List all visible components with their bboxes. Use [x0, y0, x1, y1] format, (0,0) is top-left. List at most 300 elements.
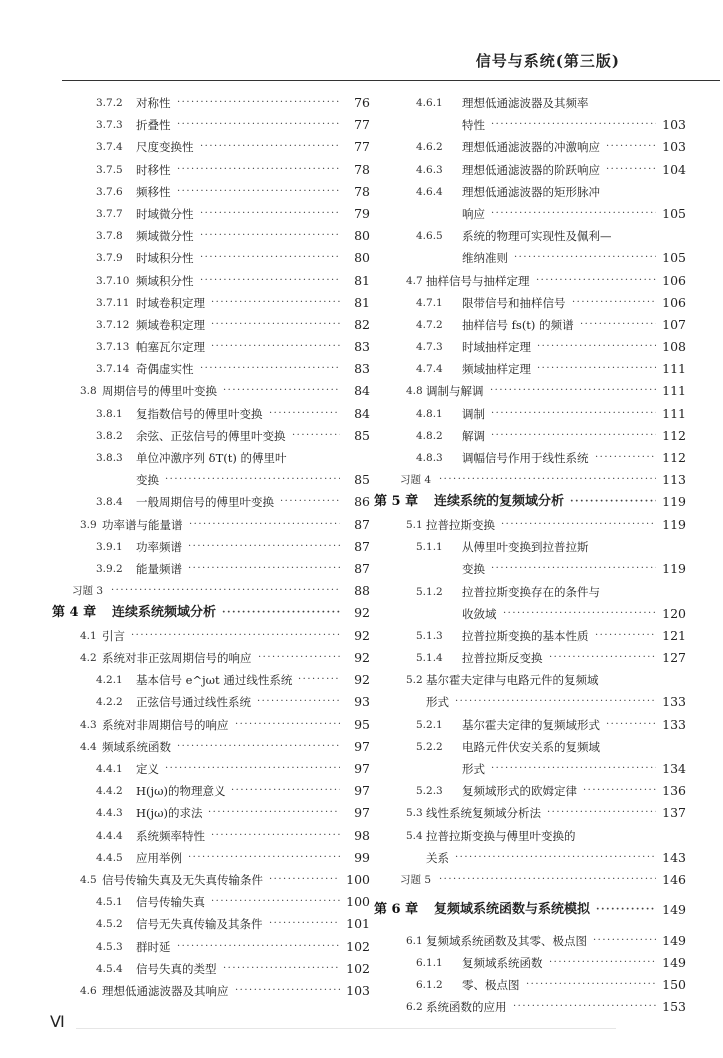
toc-entry[interactable]: [52, 136, 370, 158]
toc-entry-page: 80: [354, 250, 370, 266]
toc-entry-title: 解调: [462, 428, 485, 443]
toc-entry[interactable]: [52, 447, 370, 469]
leader-dots: [200, 270, 340, 292]
toc-entry-title: 收敛域: [462, 606, 497, 621]
toc-entry[interactable]: [374, 714, 686, 736]
toc-entry-number: 3.7.3: [96, 119, 123, 132]
toc-entry-title: 引言: [102, 628, 125, 643]
toc-entry-number: 5.2.2: [416, 740, 443, 753]
leader-dots: [188, 847, 340, 869]
toc-entry[interactable]: [52, 869, 370, 891]
leader-dots: [606, 714, 656, 736]
toc-entry-page: 149: [662, 902, 686, 918]
toc-entry[interactable]: [374, 114, 686, 136]
toc-entry-title: 调制与解调: [426, 384, 484, 399]
toc-entry-title: 定义: [136, 762, 159, 777]
toc-entry-page: 95: [354, 716, 370, 732]
toc-entry-title: 正弦信号通过线性系统: [136, 695, 251, 710]
toc-entry[interactable]: [52, 669, 370, 691]
toc-entry-title: 系统对非周期信号的响应: [102, 717, 229, 732]
toc-entry-page: 103: [346, 982, 370, 998]
leader-dots: [177, 92, 340, 114]
toc-entry-page: 119: [662, 516, 686, 532]
leader-dots: [177, 736, 340, 758]
toc-entry[interactable]: [374, 92, 686, 114]
toc-entry[interactable]: [52, 225, 370, 247]
toc-entry[interactable]: [374, 930, 686, 952]
toc-entry-title: 变换: [136, 473, 159, 488]
leader-dots: [223, 380, 340, 402]
leader-dots: [547, 802, 656, 824]
toc-entry[interactable]: [374, 380, 686, 402]
toc-entry[interactable]: [374, 159, 686, 181]
toc-entry-page: 153: [662, 999, 686, 1015]
toc-entry-title: 理想低通滤波器的阶跃响应: [462, 162, 600, 177]
toc-entry-page: 106: [662, 272, 686, 288]
toc-entry[interactable]: [52, 358, 370, 380]
toc-entry-page: 84: [354, 405, 370, 421]
toc-entry-title: 应用举例: [136, 850, 182, 865]
leader-dots: [280, 491, 340, 513]
leader-dots: [583, 780, 656, 802]
leader-dots: [211, 292, 340, 314]
leader-dots: [595, 625, 656, 647]
toc-entry[interactable]: [374, 203, 686, 225]
toc-entry-page: 85: [354, 472, 370, 488]
toc-entry[interactable]: [374, 847, 686, 869]
toc-entry-page: 83: [354, 339, 370, 355]
toc-entry-page: 111: [662, 361, 686, 377]
leader-dots: [269, 403, 340, 425]
toc-entry-page: 112: [662, 427, 686, 443]
toc-entry-number: 4.8.1: [416, 407, 443, 420]
toc-entry-number: 4.7: [406, 274, 423, 287]
toc-entry-page: 136: [662, 783, 686, 799]
leader-dots: [200, 247, 340, 269]
toc-entry-page: 143: [662, 849, 686, 865]
leader-dots: [455, 691, 656, 713]
leader-dots: [490, 380, 656, 402]
toc-entry-number: 4.6.4: [416, 185, 443, 198]
toc-entry[interactable]: [374, 447, 686, 469]
toc-entry-number: 4.5.1: [96, 896, 123, 909]
toc-entry[interactable]: [52, 314, 370, 336]
toc-entry-title: 一般周期信号的傅里叶变换: [136, 495, 274, 510]
toc-entry-title: 形式: [462, 762, 485, 777]
toc-entry-page: 146: [662, 871, 686, 887]
toc-entry-number: 习题 3: [72, 585, 104, 598]
toc-entry-number: 4.8.2: [416, 429, 443, 442]
toc-entry-title: 单位冲激序列 δT(t) 的傅里叶: [136, 451, 287, 465]
toc-entry-number: 4.5: [80, 873, 97, 886]
leader-dots: [200, 358, 340, 380]
toc-entry[interactable]: [374, 425, 686, 447]
toc-entry-page: 77: [354, 139, 370, 155]
leader-dots: [298, 669, 340, 691]
toc-entry-page: 107: [662, 316, 686, 332]
toc-entry-number: 4.3: [80, 718, 97, 731]
toc-entry-title: 关系: [426, 850, 449, 865]
toc-entry-number: 5.1.4: [416, 652, 443, 665]
toc-entry-number: 3.7.13: [96, 341, 130, 354]
toc-entry-number: 6.1: [406, 934, 423, 947]
toc-entry-title: 时域卷积定理: [136, 295, 205, 310]
toc-entry[interactable]: [374, 669, 686, 691]
toc-entry-title: 调制: [462, 406, 485, 421]
toc-entry[interactable]: [52, 891, 370, 913]
toc-entry[interactable]: [52, 203, 370, 225]
toc-entry[interactable]: [52, 469, 370, 491]
toc-entry-title: 信号传输失真: [136, 895, 205, 910]
toc-entry-number: 4.4.1: [96, 763, 123, 776]
toc-entry-page: 133: [662, 716, 686, 732]
toc-entry[interactable]: [374, 536, 686, 558]
toc-entry-title: 周期信号的傅里叶变换: [102, 384, 217, 399]
toc-entry-title: 特性: [462, 118, 485, 133]
toc-entry[interactable]: [374, 625, 686, 647]
toc-chapter-entry[interactable]: [374, 899, 686, 922]
toc-entry[interactable]: [52, 380, 370, 402]
toc-entry-number: 4.4: [80, 740, 97, 753]
leader-dots: [222, 602, 340, 624]
toc-entry[interactable]: [52, 958, 370, 980]
toc-entry[interactable]: [52, 491, 370, 513]
toc-entry-number: 5.1.1: [416, 541, 443, 554]
toc-entry[interactable]: [52, 936, 370, 958]
toc-entry-number: 习题 5: [400, 873, 432, 886]
toc-entry-number: 4.7.1: [416, 296, 443, 309]
toc-entry-number: 4.4.3: [96, 807, 123, 820]
toc-entry-page: 82: [354, 316, 370, 332]
toc-entry[interactable]: [52, 736, 370, 758]
leader-dots: [131, 625, 340, 647]
toc-entry-page: 121: [662, 627, 686, 643]
leader-dots: [595, 447, 656, 469]
toc-entry-number: 4.2: [80, 652, 97, 665]
toc-entry[interactable]: [52, 558, 370, 580]
toc-entry[interactable]: [52, 847, 370, 869]
toc-entry-title: 理想低通滤波器的冲激响应: [462, 140, 600, 155]
leader-dots: [223, 958, 340, 980]
toc-entry-title: 频域积分性: [136, 273, 194, 288]
toc-entry-number: 3.9: [80, 518, 97, 531]
leader-dots: [572, 292, 656, 314]
toc-entry[interactable]: [374, 469, 686, 491]
toc-entry-number: 3.7.5: [96, 163, 123, 176]
toc-entry-title: 线性系统复频域分析法: [426, 806, 541, 821]
toc-entry[interactable]: [52, 536, 370, 558]
toc-entry[interactable]: [52, 514, 370, 536]
toc-entry-title: 理想低通滤波器及其响应: [102, 983, 229, 998]
toc-entry-number: 4.4.4: [96, 829, 123, 842]
leader-dots: [188, 536, 340, 558]
leader-dots: [606, 136, 656, 158]
toc-entry[interactable]: [52, 292, 370, 314]
toc-entry-title: 频域系统函数: [102, 739, 171, 754]
toc-entry-title: 对称性: [136, 96, 171, 110]
toc-entry[interactable]: [52, 647, 370, 669]
toc-entry[interactable]: [374, 758, 686, 780]
toc-entry-title: 折叠性: [136, 118, 171, 133]
toc-entry-page: 92: [354, 605, 370, 621]
toc-entry-page: 78: [354, 161, 370, 177]
leader-dots: [491, 425, 656, 447]
toc-entry-number: 5.1: [406, 518, 423, 531]
toc-entry[interactable]: [374, 736, 686, 758]
toc-entry[interactable]: [374, 358, 686, 380]
leader-dots: [292, 425, 340, 447]
toc-entry[interactable]: [374, 247, 686, 269]
toc-entry-page: 97: [354, 738, 370, 754]
toc-entry-number: 5.2: [406, 674, 423, 687]
toc-entry-page: 119: [662, 494, 686, 510]
toc-entry-page: 100: [346, 894, 370, 910]
toc-entry-title: 群时延: [136, 939, 171, 954]
toc-entry-number: 5.4: [406, 829, 423, 842]
toc-entry-page: 100: [346, 871, 370, 887]
leader-dots: [188, 558, 340, 580]
leader-dots: [491, 203, 656, 225]
toc-entry[interactable]: [52, 580, 370, 602]
toc-entry[interactable]: [374, 314, 686, 336]
toc-entry[interactable]: [52, 114, 370, 136]
toc-entry-number: 3.7.2: [96, 97, 123, 109]
toc-entry-page: 112: [662, 450, 686, 465]
toc-entry[interactable]: [52, 758, 370, 780]
toc-entry-title: 复频域系统函数与系统模拟: [434, 902, 591, 918]
toc-entry-title: 功率谱与能量谱: [102, 517, 183, 532]
toc-entry-number: 4.6.2: [416, 141, 443, 154]
leader-dots: [235, 980, 340, 1002]
toc-entry-number: 3.7.11: [96, 296, 130, 309]
leader-dots: [211, 825, 340, 847]
toc-entry[interactable]: [52, 92, 370, 114]
toc-entry-title: 从傅里叶变换到拉普拉斯: [462, 540, 589, 555]
toc-entry[interactable]: [374, 647, 686, 669]
leader-dots: [549, 952, 656, 974]
leader-dots: [596, 899, 656, 921]
toc-entry[interactable]: [374, 558, 686, 580]
toc-entry-number: 5.2.3: [416, 785, 443, 798]
toc-entry-title: 频域抽样定理: [462, 362, 531, 377]
toc-entry-number: 4.6.3: [416, 163, 443, 176]
leader-dots: [211, 336, 340, 358]
leader-dots: [111, 580, 340, 602]
toc-entry[interactable]: [374, 514, 686, 536]
toc-entry-page: 87: [354, 516, 370, 532]
leader-dots: [580, 314, 656, 336]
toc-entry[interactable]: [374, 825, 686, 847]
toc-entry-title: 基本信号 e^jωt 通过线性系统: [136, 673, 293, 688]
leader-dots: [537, 358, 656, 380]
leader-dots: [189, 514, 340, 536]
leader-dots: [455, 847, 656, 869]
toc-entry-number: 3.7.6: [96, 185, 123, 198]
leader-dots: [269, 913, 340, 935]
toc-chapter-entry[interactable]: [374, 491, 686, 514]
toc-entry[interactable]: [52, 913, 370, 935]
toc-entry-number: 4.8: [406, 385, 423, 398]
toc-entry[interactable]: [374, 181, 686, 203]
toc-entry-title: 时移性: [136, 162, 171, 177]
toc-entry-number: 6.1.1: [416, 956, 443, 969]
toc-entry-title: 拉普拉斯反变换: [462, 651, 543, 666]
toc-entry[interactable]: [374, 780, 686, 802]
toc-entry-page: 111: [662, 405, 686, 421]
toc-entry-title: 抽样信号与抽样定理: [426, 273, 530, 288]
leader-dots: [501, 514, 656, 536]
toc-entry-number: 4.7.3: [416, 341, 443, 354]
toc-entry-page: 92: [354, 672, 370, 688]
toc-entry-title: 系统函数的应用: [426, 1000, 507, 1015]
toc-entry-number: 4.5.3: [96, 940, 123, 953]
toc-entry[interactable]: [52, 780, 370, 802]
toc-entry-number: 5.3: [406, 807, 423, 820]
toc-entry-title: 基尔霍夫定律与电路元件的复频域: [426, 673, 599, 688]
toc-entry-page: 83: [354, 361, 370, 377]
toc-entry[interactable]: [52, 691, 370, 713]
toc-entry-number: 4.6.1: [416, 97, 443, 109]
toc-entry-page: 120: [662, 605, 686, 621]
leader-dots: [165, 758, 340, 780]
toc-entry[interactable]: [374, 869, 686, 891]
toc-entry[interactable]: [374, 603, 686, 625]
toc-entry-number: 3.8.2: [96, 429, 123, 442]
toc-entry[interactable]: [374, 136, 686, 158]
leader-dots: [231, 780, 340, 802]
toc-entry[interactable]: [374, 581, 686, 603]
toc-entry[interactable]: [374, 691, 686, 713]
toc-entry-title: 电路元件伏安关系的复频域: [462, 739, 600, 754]
leader-dots: [258, 647, 340, 669]
toc-entry-page: 78: [354, 183, 370, 199]
toc-entry-page: 81: [354, 294, 370, 310]
toc-entry-page: 76: [354, 95, 370, 110]
toc-entry[interactable]: [52, 247, 370, 269]
toc-entry[interactable]: [374, 336, 686, 358]
leader-dots: [514, 247, 656, 269]
toc-entry-number: 3.7.10: [96, 274, 130, 287]
toc-entry-page: 87: [354, 560, 370, 576]
toc-entry-title: 调幅信号作用于线性系统: [462, 451, 589, 465]
toc-entry-title: 复指数信号的傅里叶变换: [136, 406, 263, 421]
leader-dots: [439, 869, 656, 891]
toc-entry-number: 3.8: [80, 385, 97, 398]
toc-entry-title: 拉普拉斯变换的基本性质: [462, 628, 589, 643]
toc-entry[interactable]: [374, 974, 686, 996]
toc-entry-page: 101: [346, 916, 370, 932]
leader-dots: [200, 136, 340, 158]
toc-entry[interactable]: [374, 270, 686, 292]
toc-entry-page: 97: [354, 761, 370, 777]
header-rule: [62, 80, 720, 81]
toc-entry-page: 99: [354, 849, 370, 865]
toc-entry[interactable]: [52, 714, 370, 736]
toc-entry-title: 信号传输失真及无失真传输条件: [102, 872, 263, 887]
toc-entry-page: 103: [662, 117, 686, 133]
toc-entry-title: 复频域系统函数及其零、极点图: [426, 933, 587, 948]
toc-entry-title: 帕塞瓦尔定理: [136, 340, 205, 355]
leader-dots: [257, 691, 340, 713]
toc-entry-page: 134: [662, 761, 686, 777]
toc-entry[interactable]: [374, 292, 686, 314]
toc-entry-page: 102: [346, 938, 370, 954]
leader-dots: [269, 869, 340, 891]
toc-entry[interactable]: [52, 336, 370, 358]
toc-entry-title: 限带信号和抽样信号: [462, 295, 566, 310]
toc-entry-number: 习题 4: [400, 474, 432, 487]
toc-entry[interactable]: [52, 181, 370, 203]
toc-entry-number: 6.1.2: [416, 979, 443, 992]
toc-entry-title: H(jω)的求法: [136, 806, 203, 821]
toc-entry[interactable]: [52, 625, 370, 647]
leader-dots: [211, 891, 340, 913]
toc-entry-page: 93: [354, 694, 370, 710]
toc-entry-page: 102: [346, 960, 370, 976]
leader-dots: [570, 491, 656, 513]
toc-entry-title: 系统的物理可实现性及佩利—: [462, 229, 612, 244]
toc-entry-number: 5.1.2: [416, 585, 443, 598]
toc-chapter-entry[interactable]: [52, 602, 370, 625]
leader-dots: [606, 159, 656, 181]
toc-entry[interactable]: [374, 225, 686, 247]
toc-entry[interactable]: [374, 403, 686, 425]
toc-entry-title: 拉普拉斯变换与傅里叶变换的: [426, 828, 576, 843]
toc-entry-title: 奇偶虚实性: [136, 362, 194, 377]
running-header-title: 信号与系统(第三版): [475, 52, 620, 70]
leader-dots: [200, 203, 340, 225]
toc-entry[interactable]: [52, 802, 370, 824]
toc-entry-page: 92: [354, 627, 370, 643]
toc-entry-page: 77: [354, 117, 370, 133]
leader-dots: [177, 159, 340, 181]
toc-entry-number: 3.8.3: [96, 452, 123, 464]
toc-entry-title: 零、极点图: [462, 978, 520, 993]
toc-entry[interactable]: [374, 802, 686, 824]
toc-entry-title: 理想低通滤波器及其频率: [462, 96, 589, 110]
toc-entry-title: 信号失真的类型: [136, 961, 217, 976]
toc-entry-title: 基尔霍夫定律的复频域形式: [462, 717, 600, 732]
leader-dots: [513, 996, 656, 1018]
toc-entry[interactable]: [52, 825, 370, 847]
toc-entry-title: 尺度变换性: [136, 140, 194, 155]
leader-dots: [200, 225, 340, 247]
toc-entry[interactable]: [374, 996, 686, 1018]
toc-entry[interactable]: [52, 980, 370, 1002]
toc-entry[interactable]: [52, 425, 370, 447]
toc-entry-title: 时域抽样定理: [462, 340, 531, 355]
toc-entry-number: 4.8.3: [416, 452, 443, 464]
leader-dots: [503, 603, 656, 625]
toc-entry-page: 81: [354, 272, 370, 288]
toc-entry[interactable]: [374, 952, 686, 974]
toc-entry[interactable]: [52, 270, 370, 292]
toc-entry-page: 98: [354, 827, 370, 843]
leader-dots: [491, 758, 656, 780]
toc-entry-page: 108: [662, 339, 686, 355]
leader-dots: [549, 647, 656, 669]
toc-entry[interactable]: [52, 159, 370, 181]
toc-left-column: [52, 92, 370, 1002]
toc-entry-page: 105: [662, 250, 686, 266]
toc-entry[interactable]: [52, 403, 370, 425]
toc-entry-number: 4.7.2: [416, 318, 443, 331]
toc-entry-number: 4.5.2: [96, 918, 123, 931]
toc-entry-title: 连续系统频域分析: [112, 605, 217, 621]
toc-entry-title: 频移性: [136, 184, 171, 199]
toc-entry-page: 119: [662, 561, 686, 577]
toc-entry-page: 97: [354, 805, 370, 821]
